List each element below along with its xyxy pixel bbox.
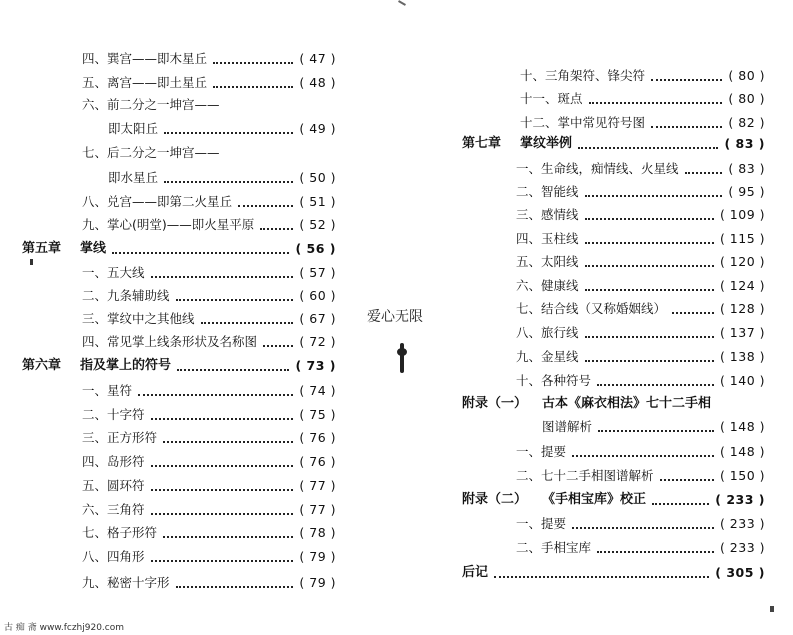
toc-title: 二、十字符 bbox=[82, 407, 145, 422]
toc-entry bbox=[516, 228, 765, 250]
toc-page: ( 52 ) bbox=[299, 217, 336, 232]
toc-entry bbox=[82, 572, 336, 594]
toc-page: ( 60 ) bbox=[299, 288, 336, 303]
toc-entry bbox=[82, 308, 336, 330]
toc-page: ( 80 ) bbox=[728, 91, 765, 106]
toc-entry bbox=[516, 441, 765, 463]
toc-entry bbox=[82, 142, 220, 164]
toc-title: 六、前二分之一坤宫—— bbox=[82, 97, 220, 112]
dot-leader bbox=[585, 287, 714, 291]
chapter-label: 第五章 bbox=[22, 241, 62, 256]
toc-title: 八、旅行线 bbox=[516, 325, 579, 340]
toc-page: ( 48 ) bbox=[299, 75, 336, 90]
toc-title: 十、各种符号 bbox=[516, 373, 592, 388]
toc-title: 四、岛形符 bbox=[82, 454, 145, 469]
toc-title: 二、智能线 bbox=[516, 184, 579, 199]
toc-entry bbox=[542, 416, 765, 438]
dot-leader bbox=[176, 297, 294, 301]
toc-page: ( 51 ) bbox=[299, 194, 336, 209]
dot-leader bbox=[585, 334, 714, 338]
toc-title: 六、健康线 bbox=[516, 278, 579, 293]
dot-leader bbox=[494, 574, 709, 578]
dot-leader bbox=[151, 274, 294, 278]
toc-title: 一、提要 bbox=[516, 516, 567, 531]
toc-entry bbox=[516, 370, 765, 392]
toc-page: ( 49 ) bbox=[299, 121, 336, 136]
toc-entry bbox=[516, 346, 765, 368]
dot-leader bbox=[151, 511, 294, 515]
toc-entry bbox=[82, 48, 336, 70]
toc-page: ( 128 ) bbox=[719, 301, 765, 316]
toc-entry bbox=[82, 331, 336, 353]
ink-mark bbox=[770, 606, 774, 612]
dot-leader bbox=[138, 392, 293, 396]
toc-page: ( 148 ) bbox=[719, 419, 765, 434]
toc-title: 八、四角形 bbox=[82, 549, 145, 564]
toc-title: 掌纹举例 bbox=[520, 136, 573, 151]
toc-page: ( 76 ) bbox=[299, 430, 336, 445]
dot-leader bbox=[585, 216, 714, 220]
toc-entry bbox=[82, 191, 336, 213]
toc-entry bbox=[82, 94, 220, 116]
toc-page: ( 137 ) bbox=[719, 325, 765, 340]
toc-entry bbox=[82, 427, 336, 449]
toc-title: 掌线 bbox=[80, 241, 107, 256]
chapter-label: 附录（一） bbox=[462, 396, 528, 411]
dot-leader bbox=[585, 193, 723, 197]
toc-title: 四、巽宫——即木星丘 bbox=[82, 51, 208, 66]
toc-title: 五、离宫——即土星丘 bbox=[82, 75, 208, 90]
dot-leader bbox=[176, 584, 294, 588]
dot-leader bbox=[598, 428, 714, 432]
toc-title: 七、结合线（又称婚姻线） bbox=[516, 301, 667, 316]
toc-entry bbox=[520, 88, 765, 110]
toc-title: 四、常见掌上线条形状及名称图 bbox=[82, 334, 258, 349]
left-page bbox=[0, 0, 380, 635]
chapter-entry bbox=[462, 562, 765, 584]
toc-title: 八、兑宫——即第二火星丘 bbox=[82, 194, 233, 209]
dot-leader bbox=[213, 60, 293, 64]
toc-page: ( 138 ) bbox=[719, 349, 765, 364]
chapter-entry bbox=[462, 489, 765, 511]
chapter-label: 第七章 bbox=[462, 136, 502, 151]
toc-page: ( 150 ) bbox=[719, 468, 765, 483]
toc-entry bbox=[82, 72, 336, 94]
dot-leader bbox=[112, 250, 289, 254]
toc-page: ( 79 ) bbox=[299, 549, 336, 564]
chapter-label: 第六章 bbox=[22, 358, 62, 373]
dot-leader bbox=[260, 226, 293, 230]
toc-entry bbox=[108, 167, 336, 189]
dot-leader bbox=[263, 343, 293, 347]
dot-leader bbox=[685, 170, 723, 174]
dot-leader bbox=[151, 487, 294, 491]
toc-page: ( 80 ) bbox=[728, 68, 765, 83]
toc-entry bbox=[82, 262, 336, 284]
chapter-entry bbox=[462, 393, 711, 415]
dot-leader bbox=[589, 100, 723, 104]
dot-leader bbox=[597, 382, 714, 386]
toc-entry bbox=[516, 513, 765, 535]
dot-leader bbox=[651, 124, 722, 128]
toc-entry bbox=[516, 181, 765, 203]
toc-entry bbox=[82, 522, 336, 544]
toc-title: 指及掌上的符号 bbox=[80, 358, 172, 373]
toc-entry bbox=[82, 285, 336, 307]
toc-entry bbox=[82, 546, 336, 568]
toc-page: ( 78 ) bbox=[299, 525, 336, 540]
toc-title: 九、秘密十字形 bbox=[82, 575, 170, 590]
toc-title: 六、三角符 bbox=[82, 502, 145, 517]
dot-leader bbox=[213, 84, 293, 88]
toc-page: ( 82 ) bbox=[728, 115, 765, 130]
chapter-entry bbox=[462, 133, 765, 155]
toc-page: ( 233 ) bbox=[715, 492, 765, 507]
dot-leader bbox=[578, 145, 718, 149]
toc-page: ( 76 ) bbox=[299, 454, 336, 469]
toc-page: ( 56 ) bbox=[295, 241, 336, 256]
ink-mark bbox=[397, 348, 407, 356]
toc-page: ( 83 ) bbox=[724, 136, 765, 151]
toc-title: 七、后二分之一坤宫—— bbox=[82, 145, 220, 160]
center-note: 爱心无限 bbox=[367, 309, 423, 325]
dot-leader bbox=[163, 439, 293, 443]
toc-page: ( 77 ) bbox=[299, 502, 336, 517]
toc-title: 十一、斑点 bbox=[520, 91, 583, 106]
dot-leader bbox=[672, 310, 714, 314]
toc-title: 即太阳丘 bbox=[108, 121, 159, 136]
toc-entry bbox=[520, 112, 765, 134]
chapter-label: 后记 bbox=[462, 565, 489, 580]
dot-leader bbox=[177, 367, 289, 371]
toc-entry bbox=[516, 158, 765, 180]
toc-entry bbox=[82, 475, 336, 497]
toc-entry bbox=[108, 118, 336, 140]
toc-title: 四、玉柱线 bbox=[516, 231, 579, 246]
toc-title: 古本《麻衣相法》七十二手相 bbox=[542, 396, 712, 411]
toc-title: 七、格子形符 bbox=[82, 525, 158, 540]
toc-title: 十、三角架符、锋尖符 bbox=[520, 68, 646, 83]
toc-title: 九、掌心(明堂)——即火星平原 bbox=[82, 217, 255, 232]
dot-leader bbox=[164, 130, 293, 134]
toc-title: 一、星符 bbox=[82, 383, 133, 398]
dot-leader bbox=[238, 203, 293, 207]
toc-title: 二、手相宝库 bbox=[516, 540, 592, 555]
ink-mark bbox=[398, 0, 406, 6]
dot-leader bbox=[660, 477, 714, 481]
toc-entry bbox=[520, 65, 765, 87]
toc-title: 二、九条辅助线 bbox=[82, 288, 170, 303]
chapter-entry bbox=[22, 355, 336, 377]
dot-leader bbox=[597, 549, 714, 553]
toc-page: ( 140 ) bbox=[719, 373, 765, 388]
dot-leader bbox=[201, 320, 294, 324]
toc-entry bbox=[82, 451, 336, 473]
toc-entry bbox=[516, 465, 765, 487]
toc-page: ( 233 ) bbox=[719, 516, 765, 531]
dot-leader bbox=[652, 501, 709, 505]
toc-page: ( 77 ) bbox=[299, 478, 336, 493]
toc-entry bbox=[82, 214, 336, 236]
toc-page: ( 79 ) bbox=[299, 575, 336, 590]
toc-title: 《手相宝库》校正 bbox=[542, 492, 647, 507]
toc-title: 即水星丘 bbox=[108, 170, 159, 185]
dot-leader bbox=[572, 525, 714, 529]
dot-leader bbox=[585, 240, 714, 244]
toc-title: 二、七十二手相图谱解析 bbox=[516, 468, 654, 483]
toc-title: 图谱解析 bbox=[542, 419, 593, 434]
toc-entry bbox=[82, 380, 336, 402]
toc-page: ( 120 ) bbox=[719, 254, 765, 269]
toc-page: ( 148 ) bbox=[719, 444, 765, 459]
toc-entry bbox=[82, 404, 336, 426]
toc-title: 十二、掌中常见符号图 bbox=[520, 115, 646, 130]
toc-page: ( 233 ) bbox=[719, 540, 765, 555]
toc-page: ( 75 ) bbox=[299, 407, 336, 422]
toc-entry bbox=[516, 537, 765, 559]
toc-title: 五、圆环符 bbox=[82, 478, 145, 493]
toc-page: ( 67 ) bbox=[299, 311, 336, 326]
right-page bbox=[440, 0, 793, 635]
dot-leader bbox=[585, 263, 714, 267]
toc-page: ( 57 ) bbox=[299, 265, 336, 280]
toc-page: ( 74 ) bbox=[299, 383, 336, 398]
dot-leader bbox=[151, 416, 294, 420]
chapter-entry bbox=[22, 238, 336, 260]
dot-leader bbox=[151, 558, 294, 562]
dot-leader bbox=[151, 463, 294, 467]
dot-leader bbox=[585, 358, 714, 362]
toc-page: ( 83 ) bbox=[728, 161, 765, 176]
toc-page: ( 72 ) bbox=[299, 334, 336, 349]
toc-title: 三、掌纹中之其他线 bbox=[82, 311, 195, 326]
toc-page: ( 50 ) bbox=[299, 170, 336, 185]
toc-page: ( 95 ) bbox=[728, 184, 765, 199]
toc-title: 三、感情线 bbox=[516, 207, 579, 222]
toc-entry bbox=[82, 499, 336, 521]
toc-page: ( 109 ) bbox=[719, 207, 765, 222]
dot-leader bbox=[164, 179, 293, 183]
toc-entry bbox=[516, 298, 765, 320]
toc-title: 三、正方形符 bbox=[82, 430, 158, 445]
ink-mark bbox=[30, 259, 33, 265]
toc-page: ( 73 ) bbox=[295, 358, 336, 373]
toc-entry bbox=[516, 275, 765, 297]
toc-title: 一、提要 bbox=[516, 444, 567, 459]
dot-leader bbox=[572, 453, 714, 457]
toc-title: 九、金星线 bbox=[516, 349, 579, 364]
watermark-footer: 古 痴 斋 www.fczhj920.com bbox=[4, 623, 125, 633]
toc-title: 一、五大线 bbox=[82, 265, 145, 280]
toc-title: 五、太阳线 bbox=[516, 254, 579, 269]
toc-entry bbox=[516, 251, 765, 273]
toc-page: ( 124 ) bbox=[719, 278, 765, 293]
toc-entry bbox=[516, 322, 765, 344]
toc-title: 一、生命线，痴情线、火星线 bbox=[516, 161, 679, 176]
toc-page: ( 47 ) bbox=[299, 51, 336, 66]
chapter-label: 附录（二） bbox=[462, 492, 528, 507]
dot-leader bbox=[163, 534, 293, 538]
toc-page: ( 305 ) bbox=[715, 565, 765, 580]
toc-entry bbox=[516, 204, 765, 226]
dot-leader bbox=[651, 77, 722, 81]
toc-page: ( 115 ) bbox=[719, 231, 765, 246]
